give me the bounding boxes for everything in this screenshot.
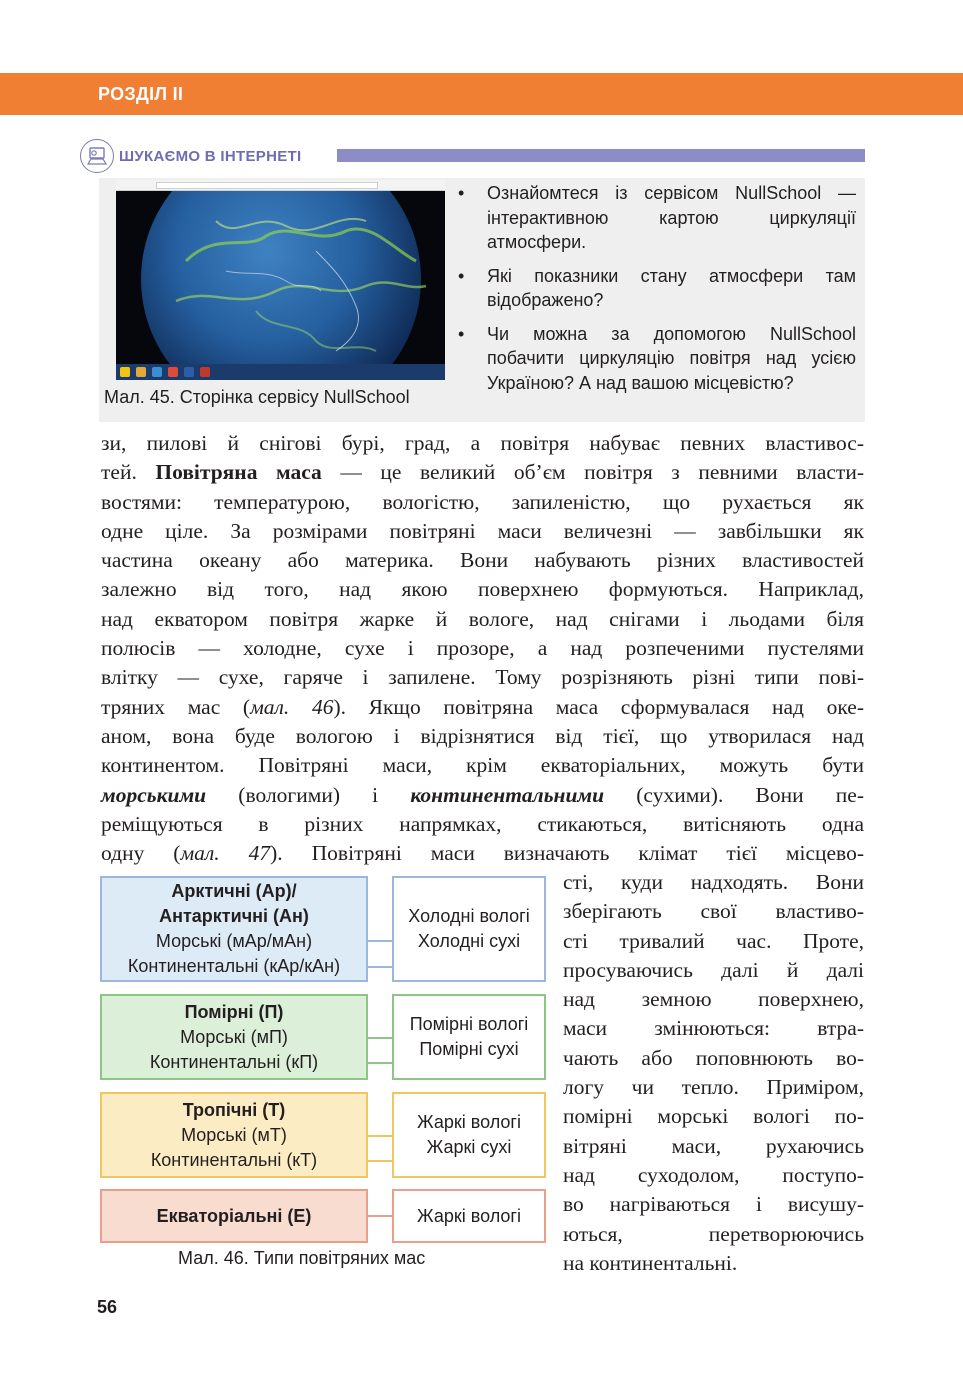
figure-reference: мал. 47 bbox=[180, 841, 271, 866]
figure-reference: мал. 46 bbox=[250, 694, 334, 719]
term-maritime: морськими bbox=[101, 782, 207, 807]
equatorial-properties-box: Жаркі вологі bbox=[392, 1189, 546, 1243]
word-icon bbox=[184, 367, 194, 377]
folder-icon bbox=[136, 367, 146, 377]
search-task-list bbox=[458, 181, 856, 404]
section-title: РОЗДІЛ ІІ bbox=[98, 84, 184, 104]
page-number: 56 bbox=[97, 1297, 118, 1317]
connector-line bbox=[368, 1215, 392, 1217]
term-air-mass: Повітряна маса bbox=[155, 460, 322, 485]
figure-45-caption: Мал. 45. Сторінка сервісу NullSchool bbox=[104, 387, 410, 407]
side-paragraph: сті, куди надходять. Вони зберігають свої властиво- сті тривалий час. Проте, просуваючись далі й далі над земною поверхнею, маси змінюються: втра- чають або поповнюють во- логу чи тепло. Приміром, помірні морські вологі по- вітряні маси, рухаючись над суходолом, поступо- во нагріваються і висушу- ються, перетворюючись на континентальні. bbox=[563, 870, 864, 1275]
connector-line bbox=[368, 1135, 392, 1137]
browser-address-bar bbox=[156, 182, 378, 189]
connector-line bbox=[368, 1062, 392, 1064]
globe-view bbox=[116, 191, 445, 364]
heading-divider-bar bbox=[337, 149, 865, 162]
figure-46-caption: Мал. 46. Типи повітряних мас bbox=[178, 1248, 426, 1268]
main-paragraph: зи, пилові й снігові бурі, град, а повітря набуває певних властивос- тей. Повітряна маса — це великий об’єм повітря з певними власти- востями: температурою, вологістю, запиленістю, що рухається як одне ціле. За розмірами повітряні маси величезні — завбільшки як частина океану або материка. Вони набувають різних властивостей залежно від того, над якою поверхнею формуються. Наприклад, над екватором повітря жарке й вологе, над снігами і льодами біля полюсів — холодне, сухе і прозоре, а над розпеченими пустелями влітку — сухе, гаряче і запилене. Тому розрізняють різні типи пові- тряних мас (мал. 46). Якщо повітряна маса сформувалася над оке- аном, вона буде вологою і відрізнятися від тієї, що утворилася над континентом. Повітряні маси, крім екваторіальних, можуть бути морськими (вологими) і континентальними (сухими). Вони пе- реміщуються в різних напрямках, стикаються, витісняють одна одну (мал. 47). Повітряні маси визначають клімат тієї місцево- bbox=[101, 431, 864, 866]
chrome-icon bbox=[168, 367, 178, 377]
connector-line bbox=[368, 1160, 392, 1162]
list-item: • Чи можна за допомогою NullSchool побачити циркуляцію повітря над усією Україною? А над вашою місцевістю? bbox=[458, 323, 856, 393]
term-continental: континентальними bbox=[410, 782, 605, 807]
arctic-air-mass-box: Арктичні (Ар)/ Антарктичні (Ан) Морські (мАр/мАн) Континентальні (кАр/кАн) bbox=[100, 876, 368, 982]
connector-line bbox=[368, 1037, 392, 1039]
nullschool-screenshot bbox=[116, 180, 445, 380]
bullet-icon: • bbox=[458, 323, 465, 344]
browser-icon bbox=[152, 367, 162, 377]
start-icon bbox=[120, 367, 130, 377]
temperate-properties-box: Помірні вологі Помірні сухі bbox=[392, 994, 546, 1080]
section-header-band bbox=[0, 73, 963, 115]
equatorial-air-mass-box: Екваторіальні (Е) bbox=[100, 1189, 368, 1243]
search-internet-heading bbox=[80, 139, 865, 175]
windows-taskbar bbox=[116, 364, 445, 380]
browser-toolbar bbox=[116, 180, 445, 191]
temperate-air-mass-box: Помірні (П) Морські (мП) Континентальні (кП) bbox=[100, 994, 368, 1080]
list-item: • Які показники стану атмосфери там відображено? bbox=[458, 265, 856, 310]
bullet-icon: • bbox=[458, 265, 465, 286]
bullet-icon: • bbox=[458, 183, 465, 203]
tropical-air-mass-box: Тропічні (Т) Морські (мТ) Континентальні (кТ) bbox=[100, 1092, 368, 1178]
app-icon bbox=[200, 367, 210, 377]
search-internet-title: ШУКАЄМО В ІНТЕРНЕТІ bbox=[119, 148, 302, 165]
earth-globe bbox=[141, 191, 421, 364]
connector-line bbox=[368, 966, 392, 968]
computer-user-icon bbox=[80, 139, 114, 173]
list-item: • Ознайомтеся із сервісом NullSchool — інтерактивною картою циркуляції атмосфери. bbox=[458, 183, 856, 252]
connector-line bbox=[368, 940, 392, 942]
tropical-properties-box: Жаркі вологі Жаркі сухі bbox=[392, 1092, 546, 1178]
arctic-properties-box: Холодні вологі Холодні сухі bbox=[392, 876, 546, 982]
